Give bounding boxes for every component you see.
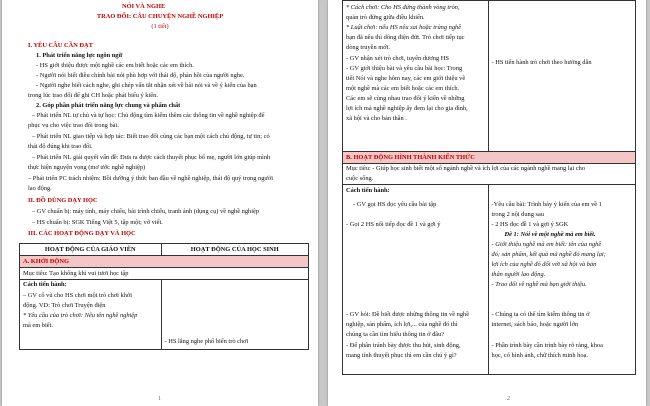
text-line: – Phát triển NL giao tiếp và hợp tác: Biết trao đổi cùng các bạn một cách chủ động, tự tin; có	[32, 133, 270, 140]
page-number: 1	[158, 396, 161, 402]
text-line: - Gọi 2 HS nối tiếp đọc đề 1 và gợi ý	[346, 221, 441, 228]
text-line: đó; sản phẩm, kết quả mà nghề đó mang lại;	[491, 251, 606, 258]
text-line: – Phát triển NL tự chủ và tự học: Chủ động tìm kiếm thêm các thông tin về nghề nghiệp để	[32, 112, 265, 119]
text-line: dòng truyền mới.	[346, 44, 391, 51]
text-line: cuộc sống.	[346, 175, 374, 182]
text-line: Các em sẽ cùng nhau trao đổi ý kiến về những	[346, 95, 465, 102]
activities-table-continued	[342, 0, 636, 375]
text-line: chúng ta cần tìm hiểu thông tin ở đâu?	[346, 331, 445, 338]
document-page-2	[328, 0, 646, 406]
text-line: - HS lắng nghe phổ biến trò chơi	[164, 338, 249, 345]
text-line: - Chúng ta có thể tìm kiếm thông tin ở	[491, 311, 590, 318]
procedure-label: Cách tiến hành:	[23, 281, 67, 288]
teacher-cell	[343, 1, 489, 152]
text-line: - GV nhận xét trò chơi, tuyên dương HS	[346, 55, 449, 62]
procedure-label: Cách tiến hành:	[346, 187, 390, 194]
text-line: internet, sách báo, hoặc người lớn	[491, 321, 579, 328]
text-line: - Để phân tránh bày được thu hút, sinh động,	[346, 342, 461, 349]
text-line: - GV gọi HS đọc yêu cầu bài tập	[353, 201, 437, 208]
text-line: – GV chuẩn bị: máy tính, máy chiếu, bài trình chiếu, tranh ảnh (dụng cụ) về nghề nghiệp	[32, 208, 260, 215]
text-line: – Phát triển NL giải quyết vấn đề: Đưa ra được cách thuyết phục bố mẹ, người lớn giúp mình	[32, 154, 271, 161]
section-heading-3: III. CÁC HOẠT ĐỘNG DẠY VÀ HỌC	[28, 230, 136, 237]
text-line: tiết Nói và nghe hôm nay, các em giới thiệu về	[346, 75, 466, 82]
text-line: - 2 HS đọc đề 1 và gợi ý SGK	[491, 221, 569, 228]
text-line: thân người lao động.	[491, 271, 546, 278]
header-lesson-title: TRAO ĐỔI: CÂU CHUYỆN NGHỀ NGHIỆP	[96, 13, 224, 20]
text-line: - Phần trình bày cần trình bày rõ ràng, khoa	[491, 342, 603, 349]
section-bar-a: A. KHỞI ĐỘNG	[20, 256, 309, 268]
text-line: - HS giới thiệu được một nghề các em biết hoặc các em thích.	[36, 62, 194, 69]
teacher-cell	[20, 280, 162, 350]
objective-row	[343, 164, 636, 185]
text-line: động. VD: Trò chơi Truyện điện	[23, 302, 106, 309]
objective-row: Mục tiêu: Tạo không khí vui tươi học tập	[20, 268, 309, 280]
section-bar-b: B. HOẠT ĐỘNG HÌNH THÀNH KIẾN THỨC	[343, 152, 636, 164]
activities-table	[19, 243, 309, 350]
text-line: – GV cổ vũ cho HS chơi một trò chơi khởi	[23, 292, 133, 299]
text-line: trong lúc trao đổi để ghi CH hoặc phát biểu ý kiến.	[28, 92, 158, 99]
student-cell	[488, 185, 636, 375]
text-line: – Phát triển PC trách nhiệm: Bồi dưỡng ý thức ban đầu về nghề nghiệp, thái độ quý trọng người	[28, 175, 274, 182]
text-line: phục vụ cho việc trao đổi trong bài.	[28, 122, 119, 129]
text-line: lợi ích mà nghề nghiệp ấy đem lại cho gia đình,	[346, 105, 468, 112]
document-page-1	[2, 0, 318, 406]
text-line: học, có hình ảnh, chữ thích minh hoạ.	[491, 352, 588, 359]
text-line: Mục tiêu: - Giúp học sinh biết một số ngành nghề và ích lợi của các ngành nghề mang lại cho	[346, 165, 586, 172]
section-heading-1: I. YÊU CẦU CẦN ĐẠT	[28, 42, 93, 49]
text-line: thái độ đúng khi trao đổi.	[28, 143, 93, 150]
text-line: bạn đã nêu thì dông điện đứt. Trò chơi tiếp tục	[346, 34, 465, 41]
column-header-student: HOẠT ĐỘNG CỦA HỌC SINH	[161, 244, 308, 256]
text-line: * Cách chơi: Cho HS đứng thành vòng tròn,	[346, 4, 460, 11]
text-line: – HS chuẩn bị: SGK Tiếng Việt 5, tập một; vở viết.	[32, 219, 163, 226]
text-line: xã hội và cho bản thân .	[346, 115, 407, 122]
text-line: một nghề mà các em biết hoặc các em thích.	[346, 85, 460, 92]
student-cell	[161, 280, 308, 350]
text-line: - Người nói biết điều chỉnh bài nói phù hợp với thái độ, phản hồi của người nghe.	[36, 72, 245, 79]
teacher-cell	[343, 185, 489, 375]
text-line: lợi ích của nghề đó đối với xã hội và bản	[491, 261, 597, 268]
text-line: mà em biết.	[23, 322, 53, 329]
header-duration: (1 tiết)	[151, 23, 169, 30]
section-heading-2: II. ĐỒ DÙNG DẠY HỌC	[28, 197, 98, 204]
text-line: Đề 1: Nói về một nghề mà em biết.	[504, 231, 596, 238]
text-line: - Giới thiệu nghề mà em biết: tên của nghề	[491, 241, 602, 248]
text-line: * Luật chơi: nếu HS nêu sai hoặc trùng nghề	[346, 24, 462, 31]
text-line: - HS tiến hành trò chơi theo hướng dẫn	[491, 59, 592, 66]
text-line: * Yêu cầu của trò chơi: Nêu tên nghề nghiệp	[23, 312, 138, 319]
text-line: quản trò đứng giữa điều khiển.	[346, 14, 425, 21]
student-cell	[488, 1, 636, 152]
text-line: trong 2 nội dung sau	[491, 211, 545, 218]
text-line: - Người nghe biết cách nghe, ghi chép vấn tắt nhận xét về bài nói và về ý kiến của bạn	[36, 82, 257, 89]
text-line: thực hiện nguyện vọng (mơ ước nghề nghiệp)	[28, 164, 146, 171]
text-line: - GV hỏi: Đề biết được những thông tin về nghề	[346, 311, 470, 318]
text-line: -Yêu cầu bài: Trình bày ý kiến của em về 1	[491, 201, 602, 208]
subheading-1: 1. Phát triển năng lực ngôn ngữ	[36, 52, 123, 59]
subheading-2: 2. Góp phần phát triển năng lực chung và phẩm chất	[36, 102, 181, 109]
page-number: 2	[507, 396, 510, 402]
text-line: nghiệp, sản phẩm, ích lợi,... của nghề đó thì	[346, 321, 458, 328]
column-header-teacher: HOẠT ĐỘNG CỦA GIÁO VIÊN	[20, 244, 162, 256]
text-line: - GV giới thiệu bài và yêu cầu bài học: Trong	[346, 65, 463, 72]
text-line: - Trao đổi về nghề mà bạn giới thiệu.	[491, 281, 587, 288]
text-line: lao động.	[28, 185, 52, 192]
text-line: mang tính thuyết phục thì em cần chú ý gì?	[346, 352, 457, 359]
header-title: NÓI VÀ NGHE	[122, 3, 166, 10]
